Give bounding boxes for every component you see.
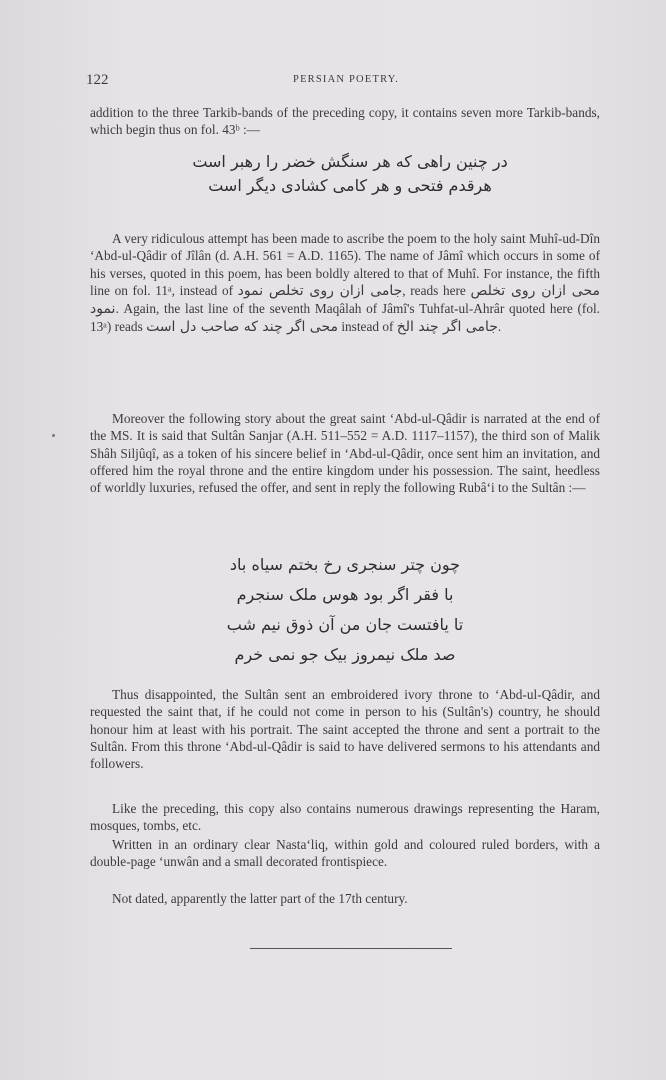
arabic-quote-1: جامی ازان روی تخلص نمود [237, 282, 403, 299]
verse-line: با فقر اگر بود هوس ملک سنجرم [236, 585, 454, 604]
verse-block-1 [170, 150, 530, 198]
arabic-quote-2: محی ازان روی تخلص نمود [90, 282, 600, 318]
paragraph-3: Moreover the following story about the great saint ‘Abd-ul-Qâdir is narrated at the end of the MS. It is said that Sultân Sanjar (A.H. 511–552 = A.D. 1117–1157), the third son of Malik Shâh Siljûqî, as a token of his sincere belief in ‘Abd-ul-Qâdir, once sent him an invitation, and offered him the royal throne and the entire kingdom under his possession. The saint, heedless of worldly luxuries, refused the offer, and sent in reply the following Rubâ‘i to the Sultân :— [90, 411, 600, 496]
arabic-quote-3: محی اگر چند که صاحب دل است [146, 319, 338, 336]
paragraph-1: addition to the three Tarkib-bands of the preceding copy, it contains seven more Tarkib-bands, which begin thus on fol. 43ᵇ :— [90, 105, 600, 138]
paragraph-7: Not dated, apparently the latter part of the 17th century. [112, 891, 408, 906]
paragraph-2-text-a: A very ridiculous attempt has been made to ascribe the poem to the holy saint Muhî-ud-Dîn ‘Abd-ul-Qâdir of Jîlân (d. A.H. 561 = A.D. 1165). The name of Jâmî which occurs in some of his verses, quoted in this poem, has been boldly altered to that of Muhî. For instance, the fifth line on fol. 11ᵃ, instead of [90, 231, 600, 298]
verse-line: چون چتر سنجری رخ بختم سیاه باد [229, 555, 461, 574]
paragraph-6: Written in an ordinary clear Nasta‘liq, within gold and coloured ruled borders, with a double-page ‘unwân and a small decorated frontispiece. [90, 837, 600, 870]
verse-block-2 [190, 550, 500, 670]
verse-line: تا یافتست جان من آن ذوق نیم شب [226, 615, 464, 634]
verse-line: صد ملک نیمروز بیک جو نمی خرم [234, 645, 456, 664]
page-number: 122 [86, 72, 109, 88]
running-title: PERSIAN POETRY. [293, 74, 399, 85]
paragraph-4: Thus disappointed, the Sultân sent an embroidered ivory throne to ‘Abd-ul-Qâdir, and requested the saint that, if he could not come in person to his (Sultân's) country, he should honour him at least with his portrait. The saint accepted the throne and sent a portrait to the Sultân. From this throne ‘Abd-ul-Qâdir is said to have delivered sermons to his attendants and followers. [90, 687, 600, 772]
paragraph-2-text-d: instead of [341, 319, 394, 335]
closing-rule [250, 948, 452, 949]
verse-line: در چنین راهی که هر سنگش خضر را رهبر است [192, 152, 508, 171]
verse-line: هرقدم فتحی و هر کامی کشادی دیگر است [208, 176, 492, 195]
arabic-quote-4: جامی اگر چند الخ [396, 319, 498, 336]
paragraph-2 [90, 230, 600, 337]
paragraph-5: Like the preceding, this copy also contains numerous drawings representing the Haram, mosques, tombs, etc. [90, 801, 600, 834]
paragraph-2-text-c: . Again, the last line of the seventh Maqâlah of Jâmî's Tuhfat-ul-Ahrâr quoted here (fol. 13ᵃ) reads [90, 301, 600, 335]
page-header [86, 72, 606, 92]
paragraph-2-text-b: , reads here [402, 282, 466, 298]
paragraph-2-text-e: . [497, 319, 502, 335]
page-speck [52, 434, 55, 437]
